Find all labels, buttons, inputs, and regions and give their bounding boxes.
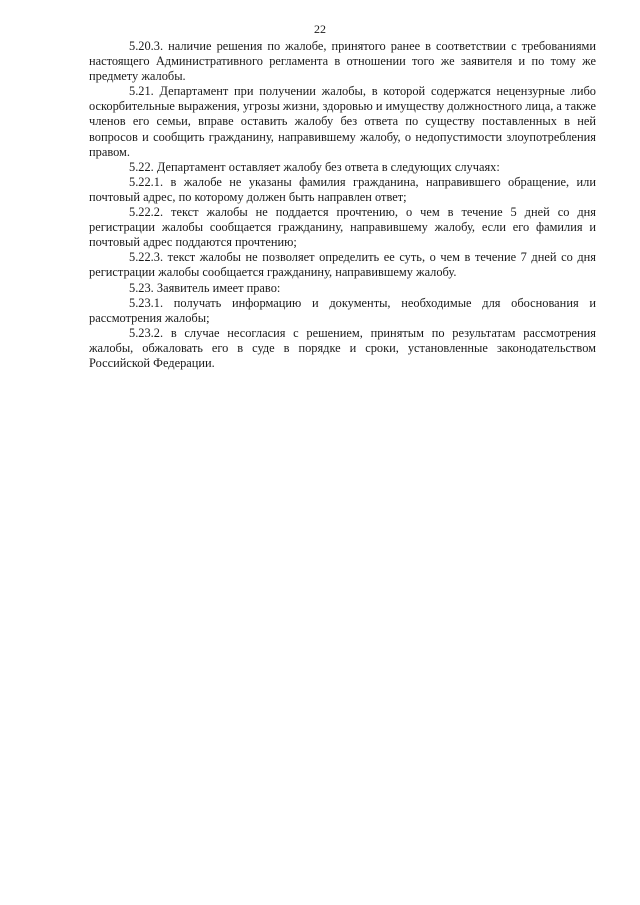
- paragraph-5-22-1: 5.22.1. в жалобе не указаны фамилия гражданина, направившего обращение, или почтовый адрес, по которому должен быть направлен ответ;: [89, 174, 596, 204]
- paragraph-5-22-2: 5.22.2. текст жалобы не поддается прочтению, о чем в течение 5 дней со дня регистрации жалобы сообщается гражданину, направившему жалобу, если его фамилия и почтовый адрес поддаются прочтению;: [89, 205, 596, 250]
- page-number: 22: [314, 22, 326, 36]
- paragraph-5-21: 5.21. Департамент при получении жалобы, в которой содержатся нецензурные либо оскорбительные выражения, угрозы жизни, здоровью и имуществу должностного лица, а также членов его семьи, вправе оставить жалобу без ответа по существу поставленных в ней вопросов и сообщить гражданину, направившему жалобу, о недопустимости злоупотребления правом.: [89, 84, 597, 159]
- paragraph-5-20-3: 5.20.3. наличие решения по жалобе, принятого ранее в соответствии с требованиями настоящего Административного регламента в отношении того же заявителя и по тому же предмету жалобы.: [89, 39, 596, 84]
- paragraph-5-23: 5.23. Заявитель имеет право:: [129, 280, 281, 295]
- paragraph-5-23-1: 5.23.1. получать информацию и документы, необходимые для обоснования и рассмотрения жалобы;: [89, 295, 596, 325]
- document-body: [89, 39, 596, 371]
- paragraph-5-22: 5.22. Департамент оставляет жалобу без ответа в следующих случаях:: [129, 159, 500, 174]
- paragraph-5-22-3: 5.22.3. текст жалобы не позволяет определить ее суть, о чем в течение 7 дней со дня регистрации жалобы сообщается гражданину, направившему жалобу.: [89, 250, 596, 280]
- paragraph-5-23-2: 5.23.2. в случае несогласия с решением, принятым по результатам рассмотрения жалобы, обжаловать его в суде в порядке и сроки, установленные законодательством Российской Федерации.: [89, 325, 596, 370]
